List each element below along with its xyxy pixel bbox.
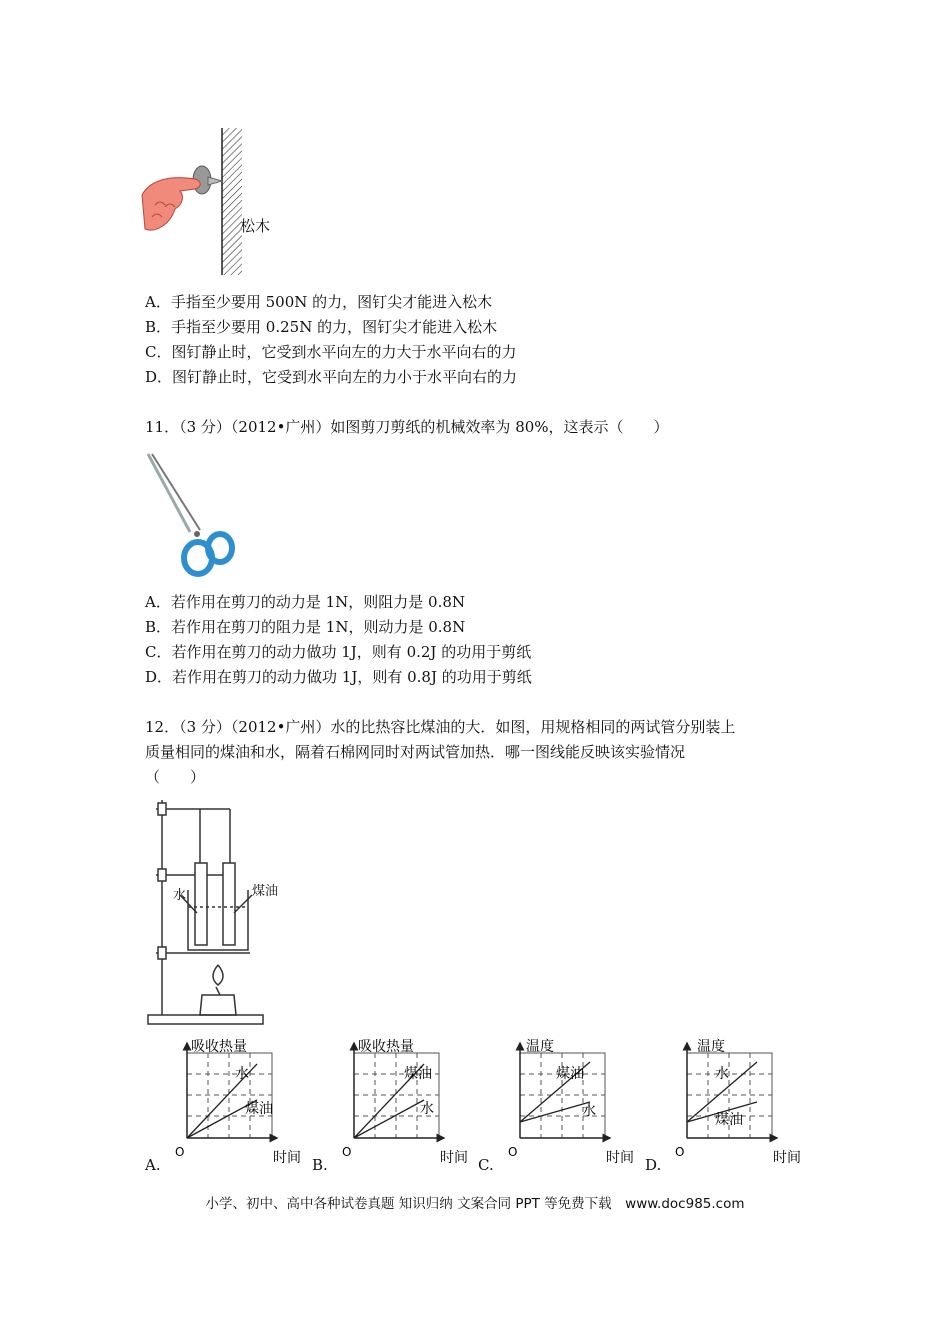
graph-a bbox=[145, 1038, 301, 1167]
lower-line-label: 水 bbox=[582, 1103, 596, 1119]
q11-option-b: B．若作用在剪刀的阻力是 1N，则动力是 0.8N bbox=[145, 618, 466, 636]
origin-label: O bbox=[508, 1145, 518, 1159]
clamp-boss-mid bbox=[158, 869, 166, 881]
scissors-blade bbox=[148, 454, 190, 532]
stand-base bbox=[148, 1015, 263, 1024]
thumbtack-figure bbox=[140, 125, 290, 280]
upper-line-label: 水 bbox=[715, 1066, 729, 1082]
graph-b-option: B. bbox=[312, 1156, 328, 1174]
upper-line-label: 煤油 bbox=[556, 1066, 584, 1082]
lamp-wick bbox=[216, 987, 220, 995]
heating-apparatus bbox=[140, 795, 280, 1030]
y-axis-label: 吸收热量 bbox=[191, 1039, 247, 1055]
kerosene-pointer bbox=[234, 895, 252, 913]
x-axis-label: 时间 bbox=[273, 1150, 301, 1166]
clamp-boss-top bbox=[158, 803, 166, 815]
clamp-boss-ring bbox=[158, 947, 166, 959]
q11-option-d: D．若作用在剪刀的动力做功 1J，则有 0.8J 的功用于剪纸 bbox=[145, 668, 532, 686]
line-lower bbox=[354, 1100, 424, 1138]
q10-option-a: A．手指至少要用 500N 的力，图钉尖才能进入松木 bbox=[145, 293, 493, 311]
q10-option-d: D．图钉静止时，它受到水平向左的力小于水平向右的力 bbox=[145, 368, 518, 386]
q12-stem-line3: （ ） bbox=[145, 768, 206, 786]
origin-label: O bbox=[675, 1145, 685, 1159]
graph-d-svg bbox=[645, 1038, 801, 1166]
q10-option-c: C．图钉静止时，它受到水平向左的力大于水平向右的力 bbox=[145, 343, 517, 361]
origin-label: O bbox=[175, 1145, 185, 1159]
test-tube-left bbox=[195, 863, 207, 945]
graph-a-option: A. bbox=[145, 1156, 161, 1174]
graph-a-svg bbox=[145, 1038, 301, 1166]
y-axis-label: 温度 bbox=[526, 1039, 554, 1055]
graph-c bbox=[478, 1038, 634, 1167]
kerosene-label: 煤油 bbox=[252, 884, 279, 899]
graph-d bbox=[645, 1038, 801, 1167]
pine-label: 松木 bbox=[240, 217, 271, 235]
water-label: 水 bbox=[173, 888, 187, 903]
page-footer: 小学、初中、高中各种试卷真题 知识归纳 文案合同 PPT 等免费下载 www.doc985.com bbox=[205, 1196, 745, 1212]
graph-b-svg bbox=[312, 1038, 468, 1166]
line-lower bbox=[520, 1102, 590, 1122]
q11-stem: 11．（3 分）（2012•广州）如图剪刀剪纸的机械效率为 80%，这表示（ ） bbox=[145, 418, 669, 436]
thumbtack-pin bbox=[208, 177, 222, 185]
scissors-figure bbox=[142, 450, 242, 580]
y-axis-label: 温度 bbox=[697, 1039, 725, 1055]
q11-option-c: C．若作用在剪刀的动力做功 1J，则有 0.2J 的功用于剪纸 bbox=[145, 643, 532, 661]
scissors-blade-2 bbox=[152, 454, 200, 530]
upper-line-label: 煤油 bbox=[404, 1066, 432, 1082]
alcohol-lamp bbox=[200, 995, 236, 1015]
lower-line-label: 煤油 bbox=[715, 1112, 743, 1128]
graph-d-option: D. bbox=[645, 1156, 662, 1174]
y-axis-label: 吸收热量 bbox=[358, 1039, 414, 1055]
graph-c-svg bbox=[478, 1038, 634, 1166]
lower-line-label: 煤油 bbox=[245, 1101, 273, 1117]
q12-stem-line2: 质量相同的煤油和水，隔着石棉网同时对两试管加热．哪一图线能反映该实验情况 bbox=[145, 743, 686, 761]
graph-c-option: C. bbox=[478, 1156, 494, 1174]
graph-b bbox=[312, 1038, 468, 1167]
q10-option-b: B．手指至少要用 0.25N 的力，图钉尖才能进入松木 bbox=[145, 318, 498, 336]
q12-stem-line1: 12．（3 分）（2012•广州）水的比热容比煤油的大．如图，用规格相同的两试管分别装上 bbox=[145, 718, 736, 736]
x-axis-label: 时间 bbox=[773, 1150, 801, 1166]
pine-wall-hatch bbox=[222, 128, 242, 275]
flame bbox=[213, 965, 223, 985]
x-axis-label: 时间 bbox=[606, 1150, 634, 1166]
upper-line-label: 水 bbox=[235, 1066, 249, 1082]
q11-option-a: A．若作用在剪刀的动力是 1N，则阻力是 0.8N bbox=[145, 593, 466, 611]
origin-label: O bbox=[342, 1145, 352, 1159]
test-tube-right bbox=[223, 863, 235, 945]
scissors-pivot bbox=[194, 531, 200, 537]
lower-line-label: 水 bbox=[420, 1101, 434, 1117]
x-axis-label: 时间 bbox=[440, 1150, 468, 1166]
